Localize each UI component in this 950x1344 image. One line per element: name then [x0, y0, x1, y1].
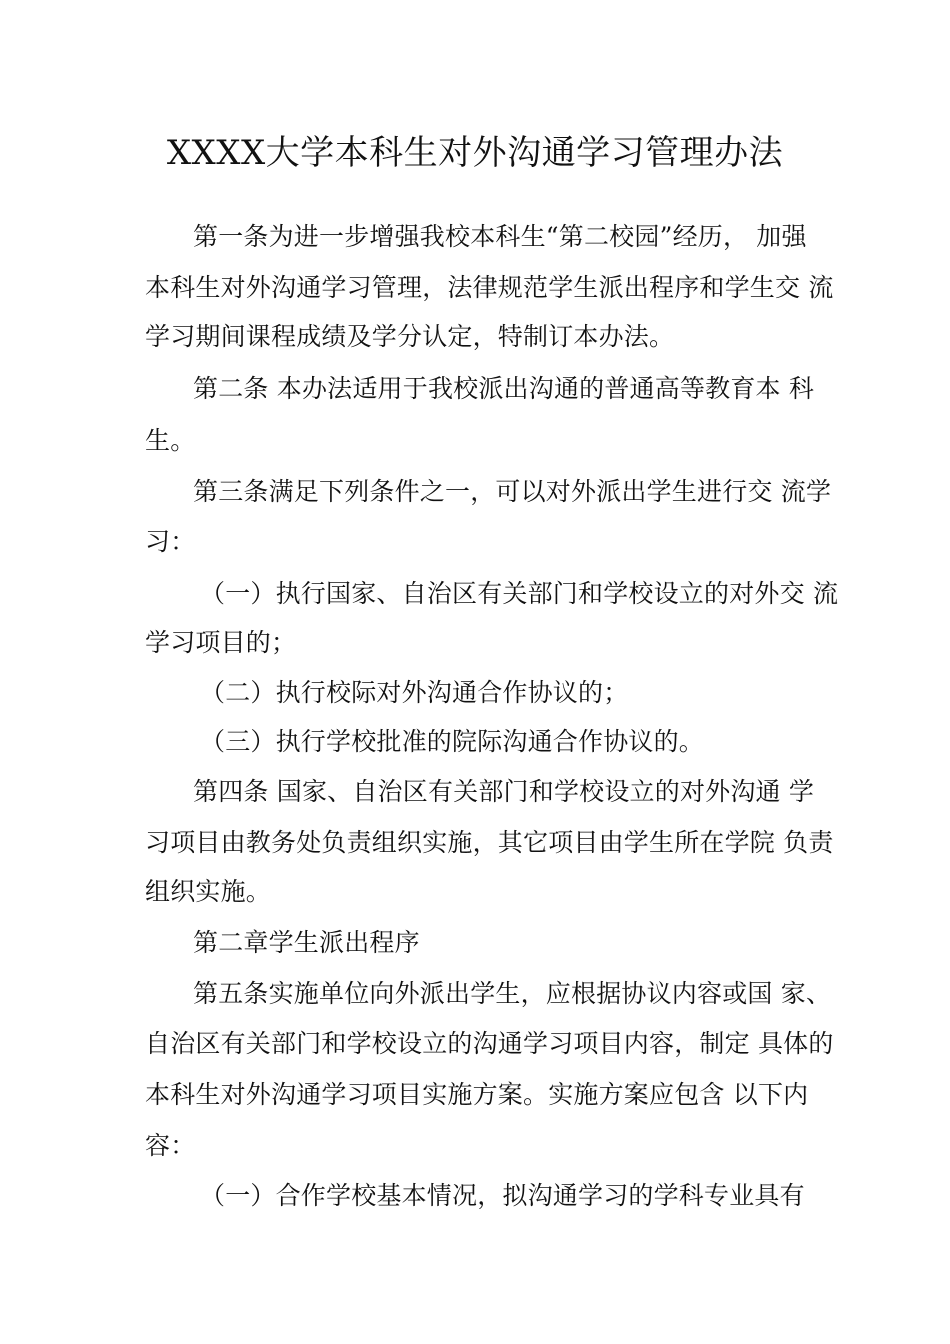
text-line: 第四条 国家、自治区有关部门和学校设立的对外沟通 学	[193, 777, 815, 806]
text-line: 第五条实施单位向外派出学生，应根据协议内容或国 家、	[193, 979, 832, 1008]
text-line: 学习项目的；	[145, 628, 297, 657]
text-line: 习项目由教务处负责组织实施，其它项目由学生所在学院 负责	[145, 828, 834, 857]
text-line: 组织实施。	[145, 877, 272, 906]
text-line: （一）合作学校基本情况，拟沟通学习的学科专业具有	[200, 1181, 805, 1210]
text-line: 第一条为进一步增强我校本科生“第二校园”经历， 加强	[193, 222, 807, 251]
text-line: （一）执行国家、自治区有关部门和学校设立的对外交 流	[200, 579, 839, 608]
text-line: 本科生对外沟通学习项目实施方案。实施方案应包含 以下内	[145, 1080, 809, 1109]
text-line: （二）执行校际对外沟通合作协议的；	[200, 678, 629, 707]
text-line: 容：	[145, 1131, 196, 1160]
text-line: （三）执行学校批准的院际沟通合作协议的。	[200, 727, 705, 756]
document-title: XXXX大学本科生对外沟通学习管理办法	[166, 133, 784, 173]
text-line: 第二条 本办法适用于我校派出沟通的普通高等教育本 科	[193, 374, 815, 403]
text-line: 第三条满足下列条件之一，可以对外派出学生进行交 流学	[193, 477, 832, 506]
text-line: 自治区有关部门和学校设立的沟通学习项目内容，制定 具体的	[145, 1029, 834, 1058]
text-line: 生。	[145, 426, 196, 455]
text-line: 习：	[145, 527, 196, 556]
section-heading: 第二章学生派出程序	[193, 928, 420, 957]
text-line: 学习期间课程成绩及学分认定，特制订本办法。	[145, 322, 675, 351]
text-line: 本科生对外沟通学习管理，法律规范学生派出程序和学生交 流	[145, 273, 834, 302]
